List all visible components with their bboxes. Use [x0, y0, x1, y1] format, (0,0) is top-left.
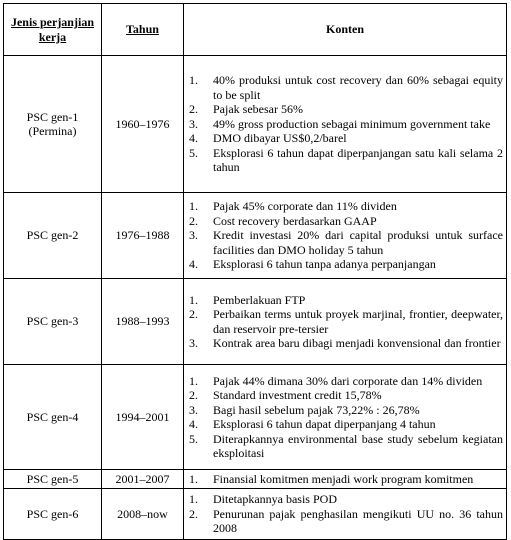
- list-item: 4. Eksplorasi 6 tahun tanpa adanya perpanjangan: [189, 257, 436, 272]
- gen-label: PSC gen-1: [26, 109, 79, 124]
- content-cell: [184, 56, 507, 193]
- list-item: 2. Penurunan pajak penghasilan mengikuti UU no. 36 tahun 2008: [189, 506, 503, 536]
- list-item: 2. Cost recovery berdasarkan GAAP: [189, 213, 377, 228]
- table-row: [4, 193, 507, 279]
- content-cell: [184, 193, 507, 279]
- content-cell: [184, 279, 507, 365]
- gen-cell: PSC gen-2: [4, 193, 102, 279]
- table-row: [4, 470, 507, 489]
- gen-cell: PSC gen-5: [4, 470, 102, 489]
- list-item: 3. Kredit investasi 20% dari capital produksi untuk surface facilities dan DMO holiday 5 tahun: [189, 228, 503, 257]
- list-item: 1. Pajak 44% dimana 30% dari corporate dan 14% dividen: [189, 373, 483, 388]
- table-row: [4, 56, 507, 193]
- gen-cell: PSC gen-6: [4, 489, 102, 540]
- table-row: [4, 279, 507, 365]
- gen-cell: [4, 56, 102, 193]
- list-item: 5. Diterapkannya environmental base study sebelum kegiatan eksploitasi: [189, 431, 503, 460]
- table-row: [4, 489, 507, 540]
- list-item: 2. Pajak sebesar 56%: [189, 102, 303, 117]
- list-item: 1. Pajak 45% corporate dan 11% dividen: [189, 199, 397, 214]
- year-cell: 2001–2007: [102, 470, 184, 489]
- header-year: Tahun: [102, 4, 184, 56]
- list-item: 4. DMO dibayar US$0,2/barel: [189, 131, 347, 146]
- year-cell: 2008–now: [102, 489, 184, 540]
- gen-cell: PSC gen-3: [4, 279, 102, 365]
- table-row: [4, 365, 507, 470]
- gen-cell: PSC gen-4: [4, 365, 102, 470]
- header-content: Konten: [184, 4, 507, 56]
- year-cell: 1960–1976: [102, 56, 184, 193]
- list-item: 5. Eksplorasi 6 tahun dapat diperpanjangan satu kali selama 2 tahun: [189, 145, 503, 175]
- list-item: 3. Kontrak area baru dibagi menjadi konvensional dan frontier: [189, 336, 501, 350]
- list-item: 1. Pemberlakuan FTP: [189, 292, 306, 307]
- header-row: [4, 4, 507, 56]
- psc-table: [3, 3, 507, 540]
- list-item: 2. Standard investment credit 15,78%: [189, 388, 382, 402]
- list-item: 3. 49% gross production sebagai minimum government take: [189, 116, 491, 131]
- year-cell: 1994–2001: [102, 365, 184, 470]
- list-item: 1. 40% produksi untuk cost recovery dan 60% sebagai equity to be split: [189, 73, 503, 102]
- list-item: 4. Eksplorasi 6 tahun dapat diperpanjang 4 tahun: [189, 417, 436, 431]
- gen-sublabel: (Permina): [28, 124, 77, 138]
- list-item: 1. Ditetapkannya basis POD: [189, 492, 337, 507]
- list-item: 2. Perbaikan terms untuk proyek marjinal, frontier, deepwater, dan reservoir pre-tersier: [189, 307, 503, 336]
- year-cell: 1976–1988: [102, 193, 184, 279]
- year-cell: 1988–1993: [102, 279, 184, 365]
- content-cell: [184, 365, 507, 470]
- content-cell: [184, 489, 507, 540]
- header-type: Jenis perjanjian kerja: [4, 4, 102, 56]
- list-item: 1. Finansial komitmen menjadi work program komitmen: [189, 471, 474, 486]
- content-cell: [184, 470, 507, 489]
- list-item: 3. Bagi hasil sebelum pajak 73,22% : 26,78%: [189, 402, 420, 417]
